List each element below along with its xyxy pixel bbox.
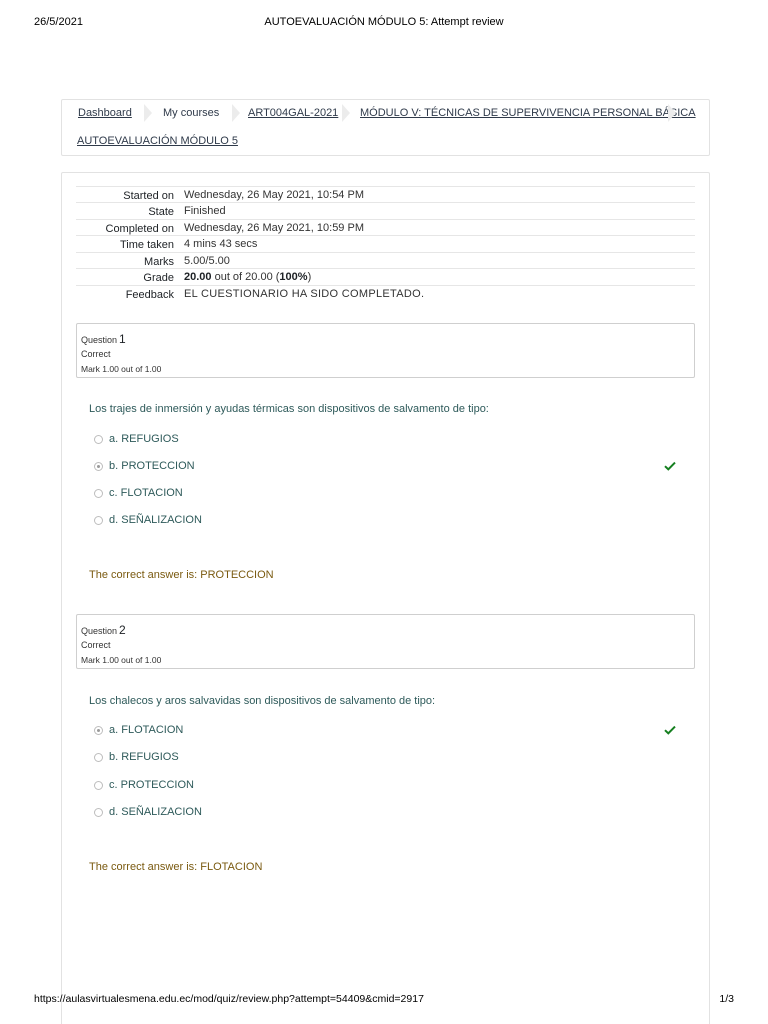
radio-button-selected[interactable]	[94, 462, 103, 471]
question-1-text: Los trajes de inmersión y ayudas térmicas son dispositivos de salvamento de tipo:	[89, 403, 489, 415]
summary-label: Marks	[144, 255, 174, 268]
print-page-number: 1/3	[719, 993, 734, 1005]
q1-right-answer: The correct answer is: PROTECCION	[89, 569, 274, 581]
summary-row-time-taken	[76, 236, 695, 253]
summary-label: State	[148, 206, 174, 218]
summary-row-started	[76, 186, 695, 203]
option-label: c. FLOTACION	[109, 487, 183, 499]
summary-row-state	[76, 203, 695, 220]
question-label	[81, 623, 126, 637]
question-label-text: Question	[81, 626, 118, 636]
question-1-info	[76, 323, 695, 378]
summary-value: 4 mins 43 secs	[184, 238, 258, 250]
option-label: b. REFUGIOS	[109, 751, 179, 763]
breadcrumb-separator	[342, 104, 350, 122]
breadcrumb-module[interactable]: MÓDULO V: TÉCNICAS DE SUPERVIVENCIA PERSONAL BÁSICA	[360, 107, 696, 119]
check-icon	[664, 461, 676, 471]
option-label: a. FLOTACION	[109, 724, 184, 736]
breadcrumb-my-courses[interactable]: My courses	[163, 107, 220, 119]
q1-option-c[interactable]	[94, 487, 694, 501]
q2-option-a[interactable]	[94, 724, 694, 738]
print-footer	[0, 993, 768, 1007]
q1-option-b[interactable]	[94, 460, 694, 474]
radio-button-selected[interactable]	[94, 726, 103, 735]
print-title: AUTOEVALUACIÓN MÓDULO 5: Attempt review	[264, 16, 504, 28]
print-date: 26/5/2021	[34, 16, 83, 28]
option-label: d. SEÑALIZACION	[109, 806, 202, 818]
summary-row-feedback	[76, 286, 695, 314]
q1-option-d[interactable]	[94, 514, 694, 528]
radio-button[interactable]	[94, 489, 103, 498]
question-label	[81, 332, 126, 346]
summary-value: 5.00/5.00	[184, 254, 230, 267]
q2-option-b[interactable]	[94, 751, 694, 765]
q2-option-c[interactable]	[94, 779, 694, 793]
summary-label: Completed on	[105, 222, 174, 235]
question-grade: Mark 1.00 out of 1.00	[81, 364, 162, 374]
breadcrumb-separator	[232, 104, 240, 122]
feedback-text	[184, 288, 424, 300]
question-label-text: Question	[81, 335, 118, 345]
print-url: https://aulasvirtualesmena.edu.ec/mod/quiz/review.php?attempt=54409&cmid=2917	[34, 993, 424, 1005]
feedback-dot: .	[420, 288, 425, 300]
grade-score: 20.00	[184, 271, 212, 283]
summary-label: Started on	[123, 190, 174, 202]
summary-row-grade	[76, 269, 695, 286]
question-2-text: Los chalecos y aros salvavidas son dispositivos de salvamento de tipo:	[89, 695, 436, 707]
breadcrumb-separator	[144, 104, 152, 122]
grade-close: )	[307, 271, 312, 283]
summary-value: Finished	[184, 205, 226, 217]
question-state: Correct	[81, 640, 111, 650]
option-label: b. PROTECCION	[109, 460, 195, 472]
grade-percent: 100%	[279, 271, 308, 283]
radio-button[interactable]	[94, 435, 103, 444]
radio-button[interactable]	[94, 781, 103, 790]
grade-out-of: out of 20.00 (	[211, 271, 280, 283]
summary-row-completed	[76, 220, 695, 237]
breadcrumb-quiz[interactable]: AUTOEVALUACIÓN MÓDULO 5	[77, 135, 238, 147]
question-number: 1	[119, 332, 126, 346]
summary-label: Feedback	[125, 289, 174, 301]
breadcrumb	[61, 99, 710, 156]
breadcrumb-course[interactable]: ART004GAL-2021	[248, 107, 339, 119]
question-2-info	[76, 614, 695, 669]
q1-option-a[interactable]	[94, 433, 694, 447]
feedback-message: EL CUESTIONARIO HA SIDO COMPLETADO	[184, 288, 421, 300]
summary-label: Grade	[143, 272, 174, 284]
question-number: 2	[119, 623, 126, 637]
q2-right-answer: The correct answer is: FLOTACION	[89, 861, 263, 873]
q2-option-d[interactable]	[94, 806, 694, 820]
summary-value: Wednesday, 26 May 2021, 10:54 PM	[184, 189, 364, 201]
option-label: a. REFUGIOS	[109, 433, 179, 445]
summary-label: Time taken	[119, 239, 174, 251]
check-icon	[664, 725, 676, 735]
radio-button[interactable]	[94, 808, 103, 817]
radio-button[interactable]	[94, 753, 103, 762]
option-label: c. PROTECCION	[109, 779, 194, 791]
summary-row-marks	[76, 253, 695, 270]
radio-button[interactable]	[94, 516, 103, 525]
question-state: Correct	[81, 349, 111, 359]
summary-value	[184, 271, 311, 283]
print-header	[0, 16, 768, 30]
option-label: d. SEÑALIZACION	[109, 514, 202, 526]
breadcrumb-dashboard[interactable]: Dashboard	[78, 107, 132, 119]
breadcrumb-separator	[668, 104, 676, 122]
summary-value: Wednesday, 26 May 2021, 10:59 PM	[184, 221, 364, 234]
question-grade: Mark 1.00 out of 1.00	[81, 655, 162, 665]
